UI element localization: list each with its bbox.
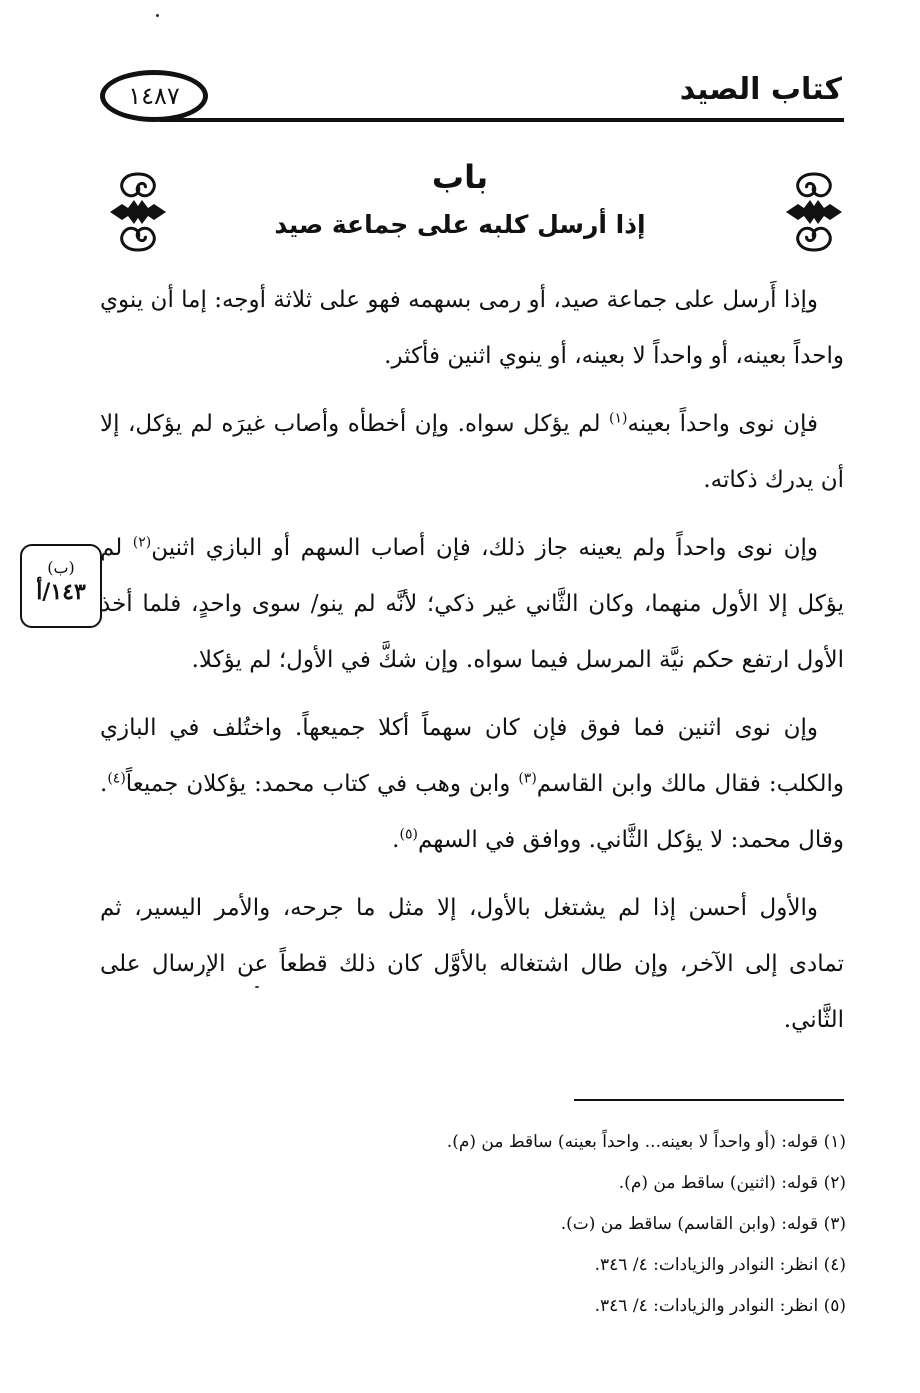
footnotes [447,1122,846,1327]
text-run: وابن وهب في كتاب محمد: يؤكلان جميعاً [125,771,519,797]
body-text [100,272,844,1060]
page-number-badge [100,70,208,122]
text-run: لم يؤكل سواه. وإن أخطأه وأصاب غيرَه لم يؤكل، إلا أن يدرك ذكاته. [100,411,844,493]
text-run: فإن نوى واحداً بعينه [627,411,819,437]
chapter-label: باب [431,158,489,196]
scan-speck [156,14,159,17]
folio-number: ١٤٣/أ [36,579,86,605]
footnote-reference[interactable]: (٢) [132,534,152,551]
footnote-reference[interactable]: (١) [609,410,628,427]
paragraph [100,880,844,1048]
text-run: لم يؤكل إلا الأول منهما، وكان الثَّاني غير ذكي؛ لأنَّه لم ينو/ سوى واحدٍ، فلما أخذ الأول ارتفع حكم نيَّة المرسل فيما سواه. وإن شكَّ في الأول؛ لم يؤكلا. [100,535,844,673]
folio-label: (ب) [47,558,75,577]
paragraph [100,700,844,868]
footnote-reference[interactable]: (٥) [399,826,418,843]
footnote: (٤) انظر: النوادر والزيادات: ٤/ ٣٤٦. [594,1255,846,1275]
paragraph [100,272,844,384]
footnote-reference[interactable]: (٣) [518,770,537,787]
footnote-reference[interactable]: (٤) [107,770,126,787]
floral-ornament-icon [784,170,844,254]
footnote-rule [574,1099,844,1101]
text-run: وإن نوى واحداً ولم يعينه جاز ذلك، فإن أصاب السهم أو البازي اثنين [151,535,818,561]
chapter-title: إذا أرسل كلبه على جماعة صيد [274,210,646,239]
footnote: (٥) انظر: النوادر والزيادات: ٤/ ٣٤٦. [594,1296,846,1316]
text-run: وإن نوى اثنين فما فوق فإن كان سهماً أكلا جميعهاً. واختُلف في البازي والكلب: فقال مالك وابن القاسم [100,715,844,797]
text-run: وإذا أَرسل على جماعة صيد، أو رمى بسهمه فهو على ثلاثة أوجه: إما أن ينوي واحداً بعينه، أو واحداً لا بعينه، أو ينوي اثنين فأكثر. [100,287,844,369]
running-title: كتاب الصيد [679,72,842,107]
floral-ornament-icon [108,170,168,254]
footnote: (٣) قوله: (وابن القاسم) ساقط من (ت). [560,1214,846,1234]
page-number: ١٤٨٧ [128,82,180,110]
text-run: . وقال محمد: لا يؤكل الثَّاني. ووافق في السهم [100,771,844,853]
text-run: . [392,827,400,853]
paragraph [100,396,844,508]
paragraph [100,520,844,688]
scan-speck [255,986,259,988]
text-run: والأول أحسن إذا لم يشتغل بالأول، إلا مثل ما جرحه، والأمر اليسير، ثم تمادى إلى الآخر، وإن طال اشتغاله بالأوَّل كان ذلك قطعاً عن الإرسال على الثَّاني. [100,895,844,1033]
footnote: (٢) قوله: (اثنين) ساقط من (م). [618,1173,846,1193]
footnote: (١) قوله: (أو واحداً لا بعينه... واحداً بعينه) ساقط من (م). [446,1132,846,1152]
manuscript-folio-note [20,544,102,628]
header-rule [160,118,844,122]
